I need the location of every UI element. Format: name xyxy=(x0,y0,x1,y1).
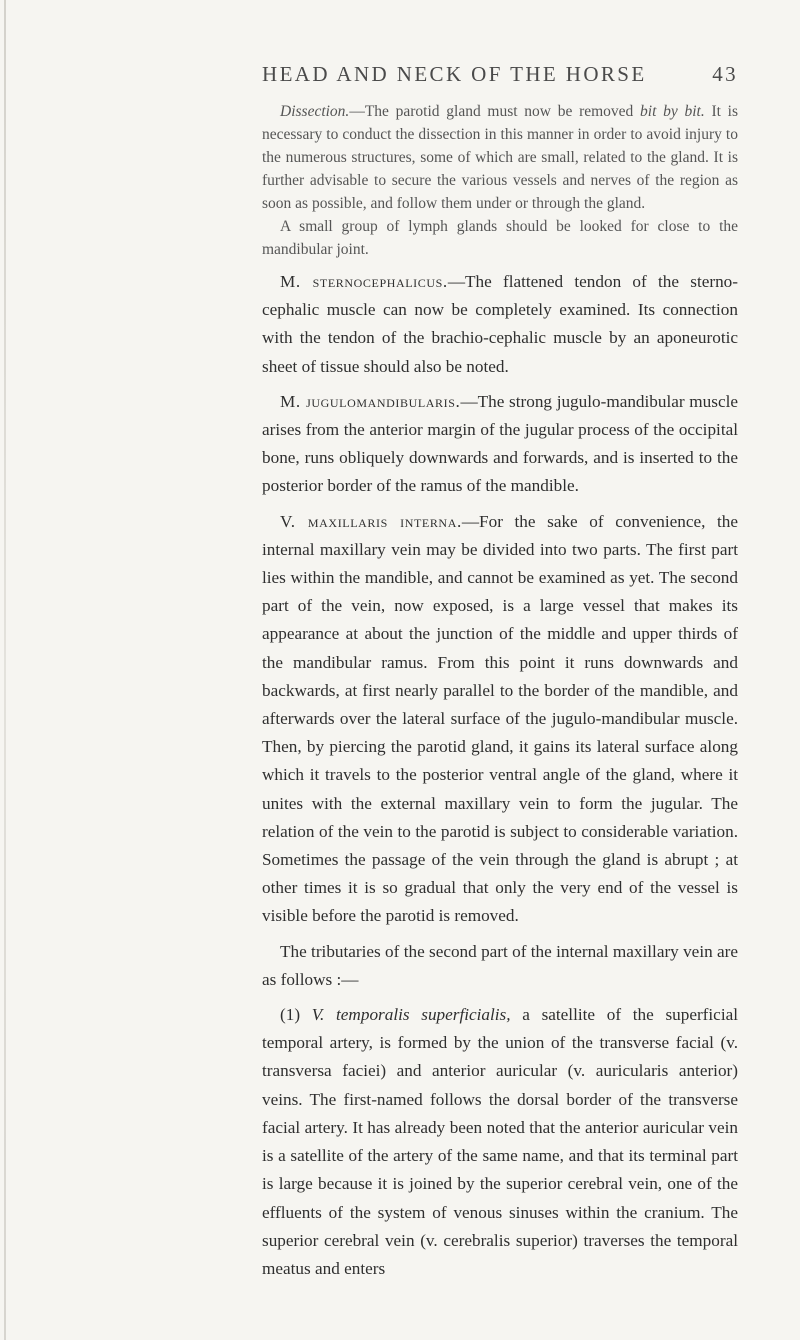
paragraph-tributaries: The tributaries of the second part of the internal maxillary vein are as follows :— xyxy=(262,941,738,989)
paragraph-temporalis-superficialis xyxy=(262,1001,738,1283)
running-head xyxy=(262,62,738,92)
main-text xyxy=(262,268,738,1290)
page-number: 43 xyxy=(712,62,738,86)
text-temporalis: a satellite of the superficial temporal artery, is formed by the union of the transverse facial (v. transversa faciei) and anterior auricular (v. auricularis anterior) veins. The first-named follows the dorsal border of the transverse facial artery. It has already been noted that the anterior auricular vein is a satellite of the artery of the same name, and that its terminal part is large because it is joined by the superior cerebral vein, one of the effluents of the system of venous sinuses within the cranium. The superior cerebral vein (v. cerebralis superior) traverses the temporal meatus and enters xyxy=(262,1005,738,1278)
paragraph-sternocephalicus xyxy=(262,268,738,381)
heading-maxillaris-interna: V. maxillaris interna. xyxy=(280,511,462,531)
text-maxillaris-interna: —For the sake of convenience, the internal maxillary vein may be divided into two parts. The first part lies within the mandible, and cannot be examined as yet. The second part of the vein, now exposed, is a large vessel that makes its appearance at about the junction of the middle and upper thirds of the mandibular ramus. From this point it runs downwards and backwards, at first nearly parallel to the border of the mandible, and afterwards over the lateral surface of the jugulo-mandibular muscle. Then, by piercing the parotid gland, it gains its lateral surface along which it travels to the posterior ventral angle of the gland, where it unites with the external maxillary vein to form the jugular. The relation of the vein to the parotid is subject to considerable variation. Sometimes the passage of the vein through the gland is abrupt ; at other times it is so gradual that only the very end of the vessel is visible before the parotid is removed. xyxy=(262,511,738,926)
text-sternocephalicus: —The flattened tendon of the sterno-cephalic muscle can now be completely examined. Its connection with the tendon of the brachio-cephalic muscle by an aponeurotic sheet of tissue should also be noted. xyxy=(262,272,738,376)
vein-name-temporalis: V. temporalis superficialis, xyxy=(311,1005,511,1025)
dissection-paragraph xyxy=(262,100,738,215)
paragraph-maxillaris-interna xyxy=(262,508,738,931)
heading-jugulomandibularis: M. jugulomandibularis. xyxy=(280,391,461,411)
dissection-text-1: —The parotid gland must now be removed xyxy=(349,103,641,120)
item-number: (1) xyxy=(280,1005,312,1025)
page-edge-shadow xyxy=(4,0,6,1340)
running-head-title: HEAD AND NECK OF THE HORSE xyxy=(262,62,647,86)
dissection-label: Dissection. xyxy=(280,103,350,120)
heading-sternocephalicus: M. sternocephalicus. xyxy=(280,272,448,291)
dissection-text-2: It is necessary to conduct the dissection in this manner in order to avoid injury to the numerous structures, some of which are small, related to the gland. It is further advisable to secure the various vessels and nerves of the region as soon as possible, and follow them under or through the gland. xyxy=(262,103,738,212)
dissection-note xyxy=(262,100,738,261)
paragraph-jugulomandibularis xyxy=(262,388,738,501)
dissection-emphasis: bit by bit. xyxy=(640,103,705,120)
lymph-gland-note: A small group of lymph glands should be looked for close to the mandibular joint. xyxy=(262,218,738,258)
text-jugulomandibularis: —The strong jugulo-mandibular muscle arises from the anterior margin of the jugular process of the occipital bone, runs obliquely downwards and forwards, and is inserted to the posterior border of the ramus of the mandible. xyxy=(262,391,738,496)
